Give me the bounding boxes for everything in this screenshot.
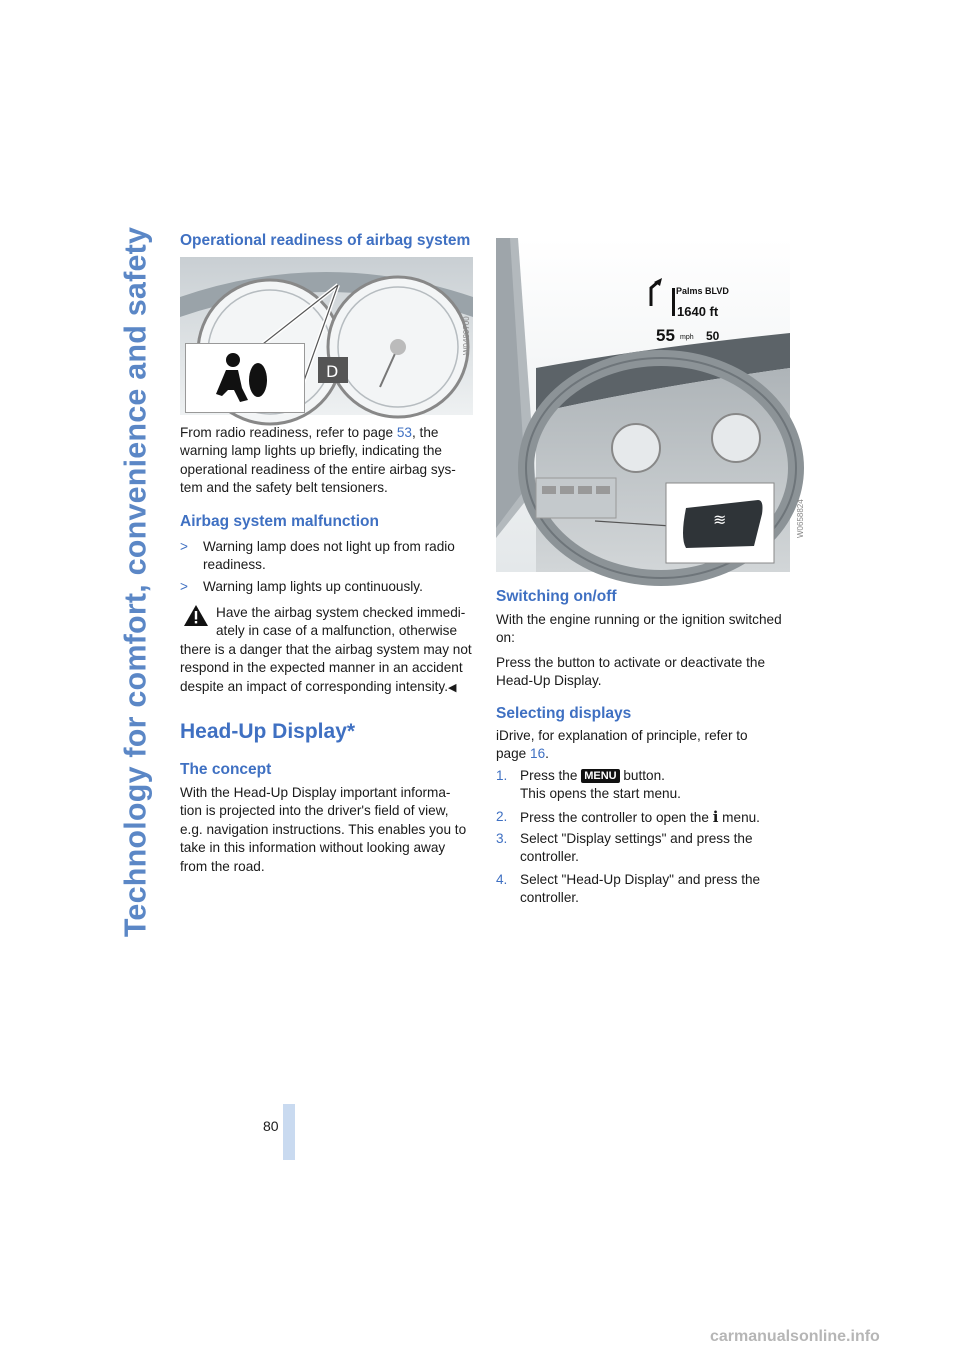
hud-button-icon: ≋ <box>713 512 727 529</box>
section-title-text: Technology for comfort, convenience and safety <box>118 226 153 938</box>
hud-speed-limit: 50 <box>706 329 720 343</box>
airbag-warning-icon <box>186 344 304 412</box>
hud-speed-unit: mph <box>680 334 694 341</box>
heading-airbag-readiness: Operational readiness of airbag system <box>180 232 471 249</box>
figure-code: W0480700 <box>462 316 471 355</box>
heading-head-up-display: Head-Up Display* <box>180 720 356 743</box>
page-ref-16[interactable]: 16 <box>530 746 546 762</box>
page-marker-bar <box>283 1104 295 1160</box>
hud-drawing <box>496 238 790 572</box>
svg-text:D: D <box>326 362 339 381</box>
list-item: > Warning lamp does not light up from radio readiness. <box>180 539 455 573</box>
selecting-intro: iDrive, for explanation of principle, refer to page 16. <box>496 728 748 762</box>
hud-distance: 1640 ft <box>677 304 719 319</box>
watermark: carmanualsonline.info <box>710 1328 880 1345</box>
list-item: 1. Press the MENU button. This opens the start menu. <box>496 768 681 802</box>
info-icon: i <box>712 808 719 826</box>
heading-the-concept: The concept <box>180 761 272 778</box>
concept-text: With the Head-Up Display important informa- tion is projected into the driver's field of view, e.g. navigation instructions. This enables you to take in this information without looking away from the road. <box>180 785 467 874</box>
page-ref-53[interactable]: 53 <box>396 425 412 440</box>
page-number: 80 <box>263 1118 279 1134</box>
head-up-display-image <box>496 238 805 572</box>
switching-text: With the engine running or the ignition switched on: Press the button to activate or deactivate the Head-Up Display. <box>496 612 782 689</box>
heading-switching-on-off: Switching on/off <box>496 588 617 605</box>
hud-speed: 55 <box>656 326 675 345</box>
list-item: 3. Select "Display settings" and press the controller. <box>496 831 753 865</box>
end-mark-icon: ◀ <box>448 681 457 694</box>
airbag-lamp-inset <box>185 343 305 413</box>
section-title-vertical <box>112 226 160 938</box>
menu-key-icon: MENU <box>581 769 619 783</box>
instrument-cluster-image <box>180 257 473 415</box>
warning-text: Have the airbag system checked immedi- ately in case of a malfunction, otherwise there is a danger that the airbag system may not respond in the expected manner in an accident despite an impact of corresponding intensity.◀ <box>180 605 472 694</box>
airbag-readiness-text: From radio readiness, refer to page 53, the warning lamp lights up briefly, indicating the operational readiness of the entire airbag sys- tem and the safety belt tensioners. <box>180 425 456 496</box>
list-item: 2. Press the controller to open the i menu. <box>496 808 760 826</box>
list-item: > Warning lamp lights up continuously. <box>180 579 423 594</box>
hud-street: Palms BLVD <box>676 286 729 296</box>
heading-selecting-displays: Selecting displays <box>496 705 632 722</box>
figure-code: W0658824 <box>796 499 805 538</box>
heading-airbag-malfunction: Airbag system malfunction <box>180 513 379 530</box>
list-item: 4. Select "Head-Up Display" and press the controller. <box>496 872 761 906</box>
